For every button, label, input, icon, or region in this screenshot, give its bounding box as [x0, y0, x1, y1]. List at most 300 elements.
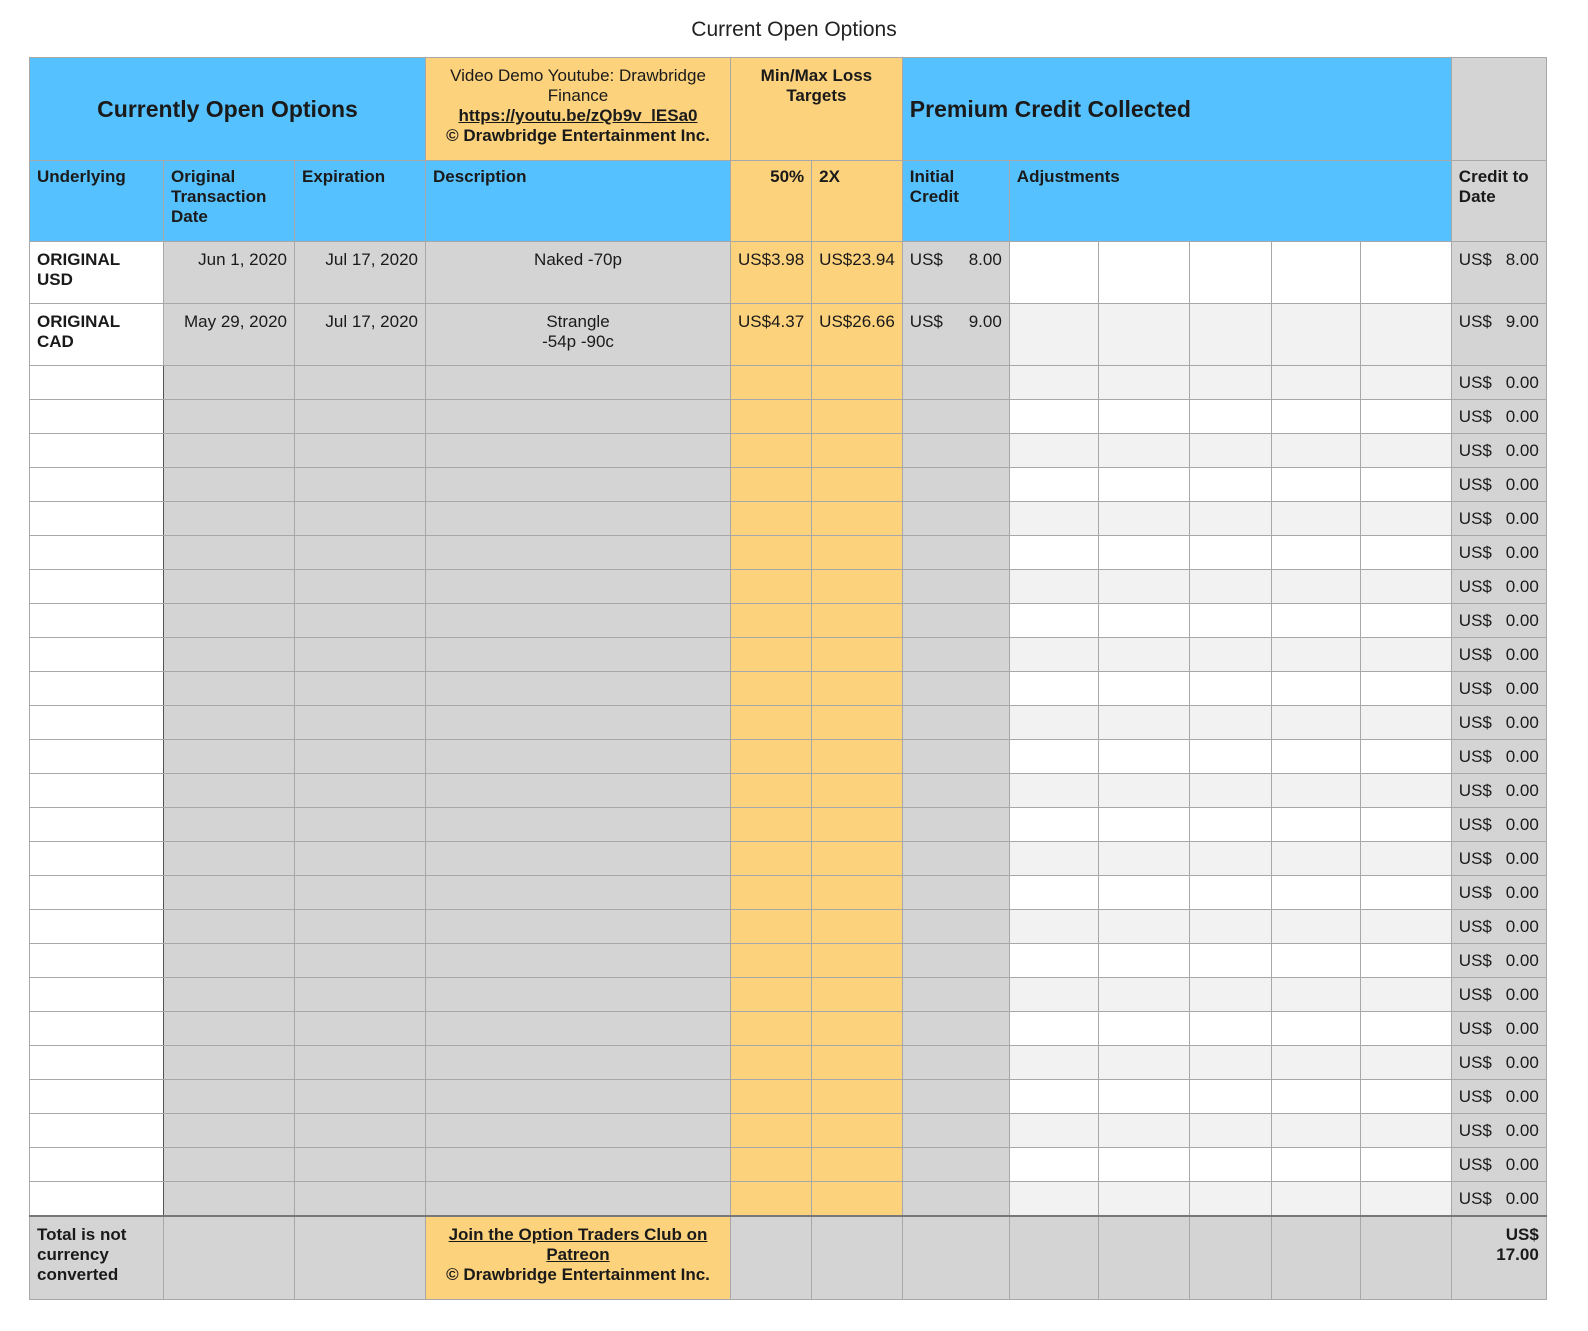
cell-2x[interactable] [812, 570, 903, 604]
cell-initial-credit[interactable] [902, 242, 1009, 304]
cell-credit-to-date[interactable] [1451, 910, 1546, 944]
cell-credit-to-date[interactable] [1451, 842, 1546, 876]
cell-50pct[interactable] [731, 706, 812, 740]
cell-expiration[interactable] [295, 910, 426, 944]
cell-adjustment[interactable] [1189, 876, 1271, 910]
cell-expiration[interactable] [295, 774, 426, 808]
cell-2x[interactable] [812, 434, 903, 468]
cell-description[interactable] [426, 468, 731, 502]
cell-adjustment[interactable] [1271, 434, 1360, 468]
cell-date[interactable] [164, 1114, 295, 1148]
cell-expiration[interactable] [295, 570, 426, 604]
cell-adjustment[interactable] [1098, 638, 1189, 672]
cell-description[interactable] [426, 808, 731, 842]
cell-adjustment[interactable] [1189, 536, 1271, 570]
cell-credit-to-date[interactable] [1451, 1148, 1546, 1182]
cell-adjustment[interactable] [1189, 808, 1271, 842]
cell-adjustment[interactable] [1360, 570, 1451, 604]
cell-expiration[interactable] [295, 808, 426, 842]
cell-initial-credit[interactable] [902, 366, 1009, 400]
cell-adjustment[interactable] [1271, 774, 1360, 808]
cell-credit-to-date[interactable] [1451, 434, 1546, 468]
cell-adjustment[interactable] [1360, 604, 1451, 638]
cell-adjustment[interactable] [1189, 1046, 1271, 1080]
cell-date[interactable] [164, 536, 295, 570]
cell-adjustment[interactable] [1271, 740, 1360, 774]
cell-adjustment[interactable] [1009, 740, 1098, 774]
col-expiration[interactable]: Expiration [295, 161, 426, 242]
cell-initial-credit[interactable] [902, 706, 1009, 740]
cell-credit-to-date[interactable] [1451, 672, 1546, 706]
cell-date[interactable] [164, 468, 295, 502]
cell-underlying[interactable] [30, 706, 164, 740]
cell-adjustment[interactable] [1360, 910, 1451, 944]
cell-2x[interactable] [812, 1114, 903, 1148]
cell-adjustment[interactable] [1009, 502, 1098, 536]
cell-underlying[interactable] [30, 502, 164, 536]
cell-initial-credit[interactable] [902, 944, 1009, 978]
cell-underlying[interactable] [30, 944, 164, 978]
cell-2x[interactable] [812, 876, 903, 910]
cell-adjustment[interactable] [1009, 774, 1098, 808]
cell-underlying[interactable] [30, 570, 164, 604]
cell-credit-to-date[interactable] [1451, 1114, 1546, 1148]
cell-adjustment[interactable] [1098, 1046, 1189, 1080]
cell-adjustment[interactable] [1360, 978, 1451, 1012]
cell-adjustment[interactable] [1360, 740, 1451, 774]
cell-adjustment[interactable] [1098, 706, 1189, 740]
cell-date[interactable] [164, 944, 295, 978]
cell-adjustment[interactable] [1360, 400, 1451, 434]
cell-adjustment[interactable] [1098, 1148, 1189, 1182]
cell-date[interactable]: May 29, 2020 [164, 304, 295, 366]
cell-adjustment[interactable] [1271, 978, 1360, 1012]
cell-credit-to-date[interactable] [1451, 400, 1546, 434]
cell-50pct[interactable] [731, 774, 812, 808]
cell-2x[interactable] [812, 400, 903, 434]
cell-adjustment[interactable] [1360, 944, 1451, 978]
cell-adjustment[interactable] [1360, 434, 1451, 468]
cell-adjustment[interactable] [1360, 706, 1451, 740]
cell-underlying[interactable] [30, 638, 164, 672]
cell-50pct[interactable] [731, 1080, 812, 1114]
cell-initial-credit[interactable] [902, 978, 1009, 1012]
cell-adjustment[interactable] [1271, 910, 1360, 944]
cell-expiration[interactable] [295, 1080, 426, 1114]
cell-adjustment[interactable] [1098, 242, 1189, 304]
cell-initial-credit[interactable] [902, 400, 1009, 434]
cell-adjustment[interactable] [1009, 842, 1098, 876]
cell-credit-to-date[interactable] [1451, 242, 1546, 304]
cell-initial-credit[interactable] [902, 842, 1009, 876]
cell-adjustment[interactable] [1009, 570, 1098, 604]
cell-adjustment[interactable] [1098, 604, 1189, 638]
col-2x[interactable]: 2X [812, 161, 903, 242]
cell-initial-credit[interactable] [902, 910, 1009, 944]
cell-50pct[interactable] [731, 944, 812, 978]
cell-adjustment[interactable] [1098, 944, 1189, 978]
cell-underlying[interactable] [30, 1114, 164, 1148]
cell-adjustment[interactable] [1360, 638, 1451, 672]
cell-adjustment[interactable] [1189, 672, 1271, 706]
col-50pct[interactable]: 50% [731, 161, 812, 242]
cell-2x[interactable] [812, 1182, 903, 1217]
cell-expiration[interactable] [295, 502, 426, 536]
cell-credit-to-date[interactable] [1451, 1182, 1546, 1217]
cell-adjustment[interactable] [1271, 842, 1360, 876]
cell-credit-to-date[interactable] [1451, 366, 1546, 400]
cell-expiration[interactable] [295, 706, 426, 740]
cell-50pct[interactable] [731, 400, 812, 434]
cell-initial-credit[interactable] [902, 638, 1009, 672]
cell-adjustment[interactable] [1360, 304, 1451, 366]
cell-50pct[interactable] [731, 1114, 812, 1148]
cell-expiration[interactable] [295, 978, 426, 1012]
cell-adjustment[interactable] [1189, 304, 1271, 366]
cell-adjustment[interactable] [1271, 672, 1360, 706]
cell-adjustment[interactable] [1360, 1114, 1451, 1148]
cell-adjustment[interactable] [1271, 468, 1360, 502]
cell-credit-to-date[interactable] [1451, 304, 1546, 366]
cell-initial-credit[interactable] [902, 774, 1009, 808]
cell-expiration[interactable] [295, 604, 426, 638]
cell-description[interactable] [426, 944, 731, 978]
cell-adjustment[interactable] [1009, 672, 1098, 706]
cell-date[interactable] [164, 672, 295, 706]
cell-adjustment[interactable] [1189, 910, 1271, 944]
cell-date[interactable]: Jun 1, 2020 [164, 242, 295, 304]
cell-adjustment[interactable] [1360, 1148, 1451, 1182]
cell-expiration[interactable] [295, 468, 426, 502]
cell-initial-credit[interactable] [902, 1114, 1009, 1148]
cell-credit-to-date[interactable] [1451, 570, 1546, 604]
cell-adjustment[interactable] [1271, 502, 1360, 536]
cell-credit-to-date[interactable] [1451, 638, 1546, 672]
col-underlying[interactable]: Underlying [30, 161, 164, 242]
cell-adjustment[interactable] [1098, 876, 1189, 910]
cell-initial-credit[interactable] [902, 434, 1009, 468]
cell-2x[interactable]: US$26.66 [812, 304, 903, 366]
cell-date[interactable] [164, 910, 295, 944]
cell-50pct[interactable] [731, 1182, 812, 1217]
cell-date[interactable] [164, 774, 295, 808]
cell-2x[interactable] [812, 672, 903, 706]
cell-description[interactable] [426, 910, 731, 944]
cell-adjustment[interactable] [1360, 808, 1451, 842]
cell-expiration[interactable] [295, 400, 426, 434]
cell-date[interactable] [164, 1182, 295, 1217]
cell-2x[interactable] [812, 468, 903, 502]
cell-description[interactable] [426, 842, 731, 876]
cell-credit-to-date[interactable] [1451, 978, 1546, 1012]
cell-50pct[interactable] [731, 876, 812, 910]
cell-expiration[interactable] [295, 672, 426, 706]
cell-initial-credit[interactable] [902, 604, 1009, 638]
cell-adjustment[interactable] [1271, 242, 1360, 304]
cell-adjustment[interactable] [1271, 570, 1360, 604]
cell-adjustment[interactable] [1098, 304, 1189, 366]
cell-adjustment[interactable] [1189, 706, 1271, 740]
cell-50pct[interactable] [731, 1012, 812, 1046]
cell-underlying[interactable] [30, 1148, 164, 1182]
cell-underlying[interactable] [30, 468, 164, 502]
cell-underlying[interactable] [30, 604, 164, 638]
cell-50pct[interactable] [731, 842, 812, 876]
cell-adjustment[interactable] [1271, 1114, 1360, 1148]
cell-adjustment[interactable] [1098, 978, 1189, 1012]
cell-adjustment[interactable] [1098, 1080, 1189, 1114]
cell-underlying[interactable] [30, 434, 164, 468]
cell-adjustment[interactable] [1009, 910, 1098, 944]
cell-adjustment[interactable] [1098, 434, 1189, 468]
cell-adjustment[interactable] [1271, 706, 1360, 740]
cell-50pct[interactable] [731, 978, 812, 1012]
cell-expiration[interactable] [295, 876, 426, 910]
cell-expiration[interactable] [295, 536, 426, 570]
cell-underlying[interactable] [30, 400, 164, 434]
cell-2x[interactable] [812, 808, 903, 842]
cell-adjustment[interactable] [1009, 366, 1098, 400]
cell-underlying[interactable] [30, 876, 164, 910]
cell-adjustment[interactable] [1098, 1114, 1189, 1148]
cell-date[interactable] [164, 502, 295, 536]
cell-initial-credit[interactable] [902, 502, 1009, 536]
cell-2x[interactable] [812, 366, 903, 400]
cell-underlying[interactable]: ORIGINAL CAD [30, 304, 164, 366]
cell-adjustment[interactable] [1189, 1148, 1271, 1182]
cell-adjustment[interactable] [1360, 1080, 1451, 1114]
cell-description[interactable] [426, 978, 731, 1012]
cell-date[interactable] [164, 570, 295, 604]
cell-adjustment[interactable] [1271, 1182, 1360, 1217]
cell-date[interactable] [164, 434, 295, 468]
cell-date[interactable] [164, 400, 295, 434]
cell-adjustment[interactable] [1098, 468, 1189, 502]
cell-adjustment[interactable] [1360, 502, 1451, 536]
cell-adjustment[interactable] [1098, 774, 1189, 808]
cell-50pct[interactable] [731, 434, 812, 468]
cell-initial-credit[interactable] [902, 876, 1009, 910]
cell-adjustment[interactable] [1009, 808, 1098, 842]
cell-50pct[interactable]: US$3.98 [731, 242, 812, 304]
cell-expiration[interactable]: Jul 17, 2020 [295, 304, 426, 366]
cell-2x[interactable] [812, 978, 903, 1012]
cell-adjustment[interactable] [1009, 1012, 1098, 1046]
cell-adjustment[interactable] [1098, 570, 1189, 604]
cell-description[interactable] [426, 774, 731, 808]
cell-adjustment[interactable] [1189, 1080, 1271, 1114]
cell-initial-credit[interactable] [902, 1080, 1009, 1114]
cell-adjustment[interactable] [1189, 1182, 1271, 1217]
cell-description[interactable] [426, 400, 731, 434]
cell-underlying[interactable] [30, 808, 164, 842]
cell-initial-credit[interactable] [902, 304, 1009, 366]
cell-underlying[interactable] [30, 536, 164, 570]
cell-description[interactable] [426, 1114, 731, 1148]
cell-adjustment[interactable] [1360, 536, 1451, 570]
cell-adjustment[interactable] [1009, 1148, 1098, 1182]
cell-initial-credit[interactable] [902, 1012, 1009, 1046]
cell-initial-credit[interactable] [902, 536, 1009, 570]
cell-expiration[interactable] [295, 842, 426, 876]
cell-adjustment[interactable] [1009, 1046, 1098, 1080]
cell-adjustment[interactable] [1189, 468, 1271, 502]
cell-date[interactable] [164, 808, 295, 842]
cell-description[interactable] [426, 502, 731, 536]
cell-adjustment[interactable] [1009, 1080, 1098, 1114]
cell-adjustment[interactable] [1360, 1182, 1451, 1217]
cell-adjustment[interactable] [1271, 944, 1360, 978]
cell-50pct[interactable] [731, 1148, 812, 1182]
cell-initial-credit[interactable] [902, 570, 1009, 604]
cell-50pct[interactable] [731, 638, 812, 672]
cell-description[interactable] [426, 1012, 731, 1046]
cell-initial-credit[interactable] [902, 468, 1009, 502]
cell-adjustment[interactable] [1360, 1046, 1451, 1080]
cell-expiration[interactable]: Jul 17, 2020 [295, 242, 426, 304]
cell-date[interactable] [164, 1148, 295, 1182]
cell-underlying[interactable] [30, 1046, 164, 1080]
col-adjustments[interactable]: Adjustments [1009, 161, 1451, 242]
cell-expiration[interactable] [295, 1012, 426, 1046]
cell-adjustment[interactable] [1098, 672, 1189, 706]
cell-credit-to-date[interactable] [1451, 774, 1546, 808]
cell-50pct[interactable] [731, 672, 812, 706]
cell-date[interactable] [164, 1012, 295, 1046]
cell-2x[interactable] [812, 910, 903, 944]
cell-description[interactable] [426, 434, 731, 468]
cell-expiration[interactable] [295, 1148, 426, 1182]
cell-adjustment[interactable] [1098, 400, 1189, 434]
cell-adjustment[interactable] [1189, 774, 1271, 808]
cell-adjustment[interactable] [1360, 1012, 1451, 1046]
cell-adjustment[interactable] [1271, 304, 1360, 366]
cell-adjustment[interactable] [1009, 400, 1098, 434]
cell-adjustment[interactable] [1189, 366, 1271, 400]
cell-adjustment[interactable] [1098, 842, 1189, 876]
col-credit-to-date[interactable]: Credit to Date [1451, 161, 1546, 242]
cell-date[interactable] [164, 876, 295, 910]
cell-expiration[interactable] [295, 1182, 426, 1217]
cell-adjustment[interactable] [1360, 672, 1451, 706]
cell-expiration[interactable] [295, 638, 426, 672]
cell-adjustment[interactable] [1360, 242, 1451, 304]
cell-2x[interactable] [812, 1148, 903, 1182]
cell-50pct[interactable] [731, 536, 812, 570]
cell-adjustment[interactable] [1271, 536, 1360, 570]
cell-adjustment[interactable] [1009, 1114, 1098, 1148]
cell-description[interactable] [426, 706, 731, 740]
cell-description[interactable]: Strangle -54p -90c [426, 304, 731, 366]
cell-underlying[interactable] [30, 672, 164, 706]
cell-adjustment[interactable] [1189, 842, 1271, 876]
cell-initial-credit[interactable] [902, 1046, 1009, 1080]
cell-description[interactable] [426, 638, 731, 672]
cell-expiration[interactable] [295, 434, 426, 468]
cell-expiration[interactable] [295, 740, 426, 774]
cell-credit-to-date[interactable] [1451, 604, 1546, 638]
cell-description[interactable]: Naked -70p [426, 242, 731, 304]
cell-adjustment[interactable] [1098, 740, 1189, 774]
cell-expiration[interactable] [295, 366, 426, 400]
cell-adjustment[interactable] [1189, 242, 1271, 304]
cell-2x[interactable] [812, 842, 903, 876]
cell-underlying[interactable] [30, 774, 164, 808]
cell-date[interactable] [164, 706, 295, 740]
cell-adjustment[interactable] [1360, 366, 1451, 400]
cell-adjustment[interactable] [1189, 604, 1271, 638]
cell-adjustment[interactable] [1271, 1046, 1360, 1080]
cell-50pct[interactable] [731, 570, 812, 604]
cell-adjustment[interactable] [1098, 366, 1189, 400]
cell-underlying[interactable] [30, 740, 164, 774]
youtube-link[interactable]: https://youtu.be/zQb9v_lESa0 [458, 106, 698, 125]
cell-adjustment[interactable] [1098, 910, 1189, 944]
cell-credit-to-date[interactable] [1451, 944, 1546, 978]
cell-adjustment[interactable] [1189, 434, 1271, 468]
col-original-date[interactable]: Original Transaction Date [164, 161, 295, 242]
cell-adjustment[interactable] [1009, 1182, 1098, 1217]
cell-2x[interactable] [812, 944, 903, 978]
cell-underlying[interactable] [30, 366, 164, 400]
cell-credit-to-date[interactable] [1451, 740, 1546, 774]
cell-credit-to-date[interactable] [1451, 1046, 1546, 1080]
cell-date[interactable] [164, 1046, 295, 1080]
cell-date[interactable] [164, 740, 295, 774]
cell-description[interactable] [426, 536, 731, 570]
cell-2x[interactable] [812, 638, 903, 672]
cell-adjustment[interactable] [1098, 1182, 1189, 1217]
cell-2x[interactable] [812, 1012, 903, 1046]
cell-2x[interactable] [812, 774, 903, 808]
cell-adjustment[interactable] [1271, 808, 1360, 842]
cell-50pct[interactable]: US$4.37 [731, 304, 812, 366]
cell-adjustment[interactable] [1098, 502, 1189, 536]
cell-initial-credit[interactable] [902, 672, 1009, 706]
cell-initial-credit[interactable] [902, 1182, 1009, 1217]
cell-adjustment[interactable] [1189, 638, 1271, 672]
cell-description[interactable] [426, 1182, 731, 1217]
cell-adjustment[interactable] [1360, 842, 1451, 876]
cell-description[interactable] [426, 1148, 731, 1182]
cell-adjustment[interactable] [1098, 536, 1189, 570]
cell-expiration[interactable] [295, 1114, 426, 1148]
cell-credit-to-date[interactable] [1451, 502, 1546, 536]
cell-adjustment[interactable] [1009, 944, 1098, 978]
cell-adjustment[interactable] [1271, 400, 1360, 434]
cell-underlying[interactable]: ORIGINAL USD [30, 242, 164, 304]
cell-adjustment[interactable] [1189, 570, 1271, 604]
cell-date[interactable] [164, 366, 295, 400]
cell-2x[interactable] [812, 604, 903, 638]
cell-adjustment[interactable] [1009, 978, 1098, 1012]
cell-adjustment[interactable] [1271, 1148, 1360, 1182]
cell-credit-to-date[interactable] [1451, 876, 1546, 910]
cell-adjustment[interactable] [1271, 604, 1360, 638]
cell-underlying[interactable] [30, 1080, 164, 1114]
cell-adjustment[interactable] [1271, 1012, 1360, 1046]
cell-description[interactable] [426, 672, 731, 706]
cell-adjustment[interactable] [1009, 638, 1098, 672]
cell-credit-to-date[interactable] [1451, 468, 1546, 502]
cell-adjustment[interactable] [1189, 502, 1271, 536]
cell-adjustment[interactable] [1009, 242, 1098, 304]
cell-description[interactable] [426, 604, 731, 638]
cell-description[interactable] [426, 876, 731, 910]
cell-underlying[interactable] [30, 978, 164, 1012]
cell-adjustment[interactable] [1009, 604, 1098, 638]
cell-underlying[interactable] [30, 1012, 164, 1046]
